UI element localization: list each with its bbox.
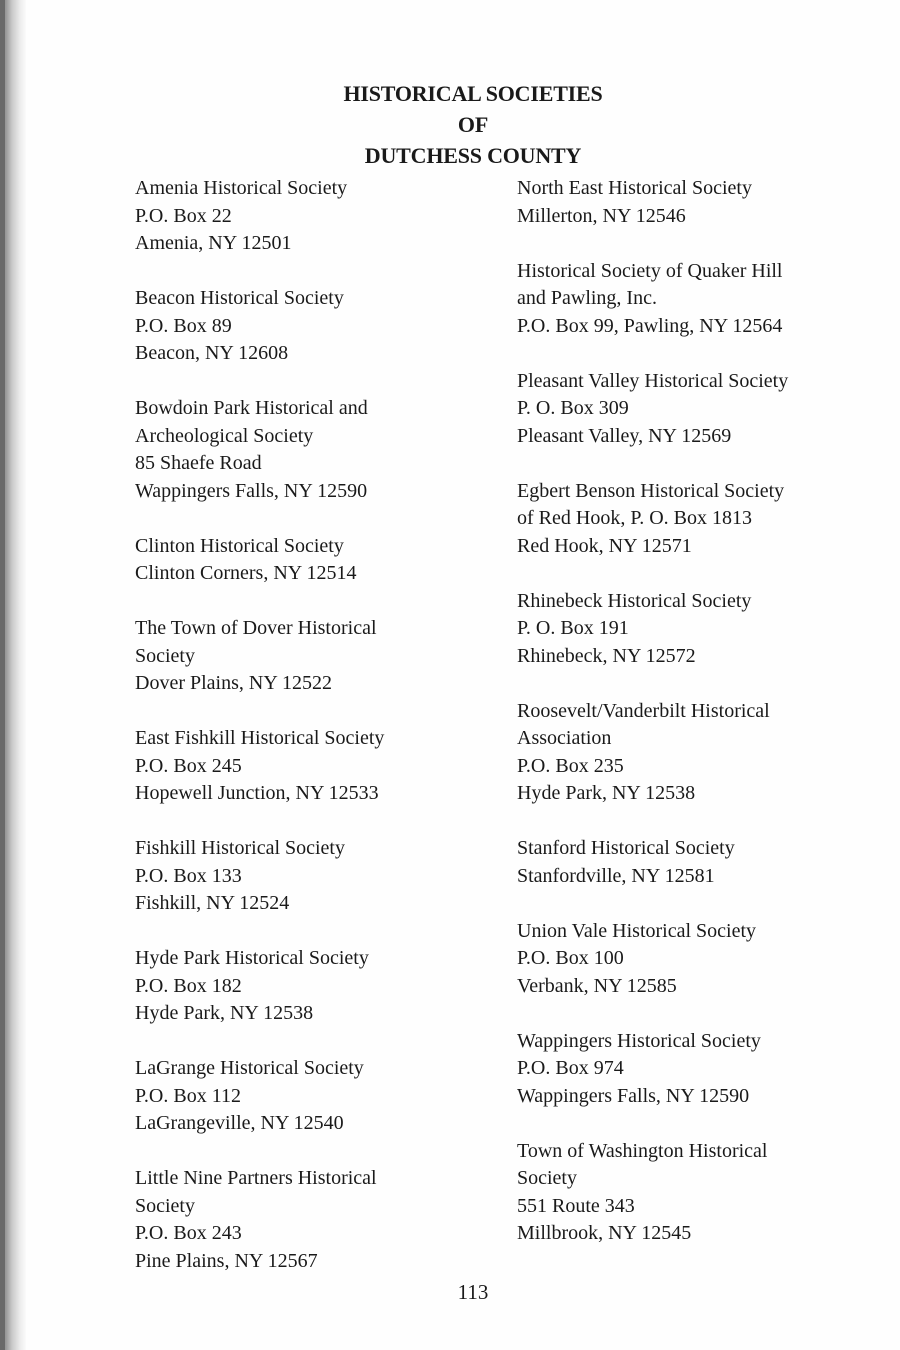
society-address-line: Society: [517, 1167, 577, 1189]
society-address-line: Beacon, NY 12608: [135, 342, 289, 364]
society-name: Amenia Historical Society: [135, 177, 348, 199]
society-name: Stanford Historical Society: [517, 837, 735, 859]
society-address-line: of Red Hook, P. O. Box 1813: [517, 507, 753, 529]
title-line: HISTORICAL SOCIETIES: [343, 81, 603, 106]
society-address-line: P.O. Box 22: [135, 204, 232, 227]
society-name: LaGrange Historical Society: [135, 1057, 364, 1079]
society-address-line: Wappingers Falls, NY 12590: [517, 1084, 750, 1107]
society-address-line: P.O. Box 112: [135, 1084, 241, 1107]
society-name: North East Historical Society: [517, 177, 752, 199]
society-address-line: LaGrangeville, NY 12540: [135, 1112, 344, 1134]
society-name: Hyde Park Historical Society: [135, 947, 369, 969]
society-entry: [135, 1165, 480, 1275]
page-title: [0, 78, 900, 171]
society-entry: [135, 835, 480, 918]
right-column: [517, 175, 862, 1275]
society-entry: [517, 588, 862, 671]
society-entry: [517, 698, 862, 808]
society-address-line: Millerton, NY 12546: [517, 204, 686, 227]
society-entry: [135, 285, 480, 368]
title-line: DUTCHESS COUNTY: [364, 143, 582, 168]
society-address-line: and Pawling, Inc.: [517, 287, 657, 309]
society-address-line: Hyde Park, NY 12538: [135, 1002, 314, 1024]
society-name: Roosevelt/Vanderbilt Historical: [517, 699, 770, 722]
society-entry: [517, 1138, 862, 1248]
society-address-line: P.O. Box 182: [135, 974, 242, 997]
society-name: Clinton Historical Society: [135, 534, 344, 557]
society-name: Beacon Historical Society: [135, 287, 344, 309]
society-address-line: Pine Plains, NY 12567: [135, 1249, 318, 1272]
society-address-line: Hopewell Junction, NY 12533: [135, 782, 379, 804]
society-address-line: P.O. Box 243: [135, 1222, 242, 1244]
society-address-line: Archeological Society: [135, 424, 314, 447]
society-address-line: P. O. Box 191: [517, 617, 629, 639]
society-entry: [517, 918, 862, 1001]
society-address-line: Hyde Park, NY 12538: [517, 782, 696, 804]
society-name: East Fishkill Historical Society: [135, 727, 385, 749]
society-entry: [135, 1055, 480, 1138]
society-name: Union Vale Historical Society: [517, 919, 757, 942]
society-name: Rhinebeck Historical Society: [517, 589, 752, 612]
society-address-line: Society: [135, 1194, 195, 1217]
society-address-line: P. O. Box 309: [517, 397, 629, 419]
left-column: [135, 175, 480, 1303]
society-name: Historical Society of Quaker Hill: [517, 259, 783, 282]
title-line: OF: [457, 112, 489, 137]
society-address-line: P.O. Box 99, Pawling, NY 12564: [517, 314, 783, 337]
society-name: The Town of Dover Historical: [135, 617, 377, 639]
page-number: 113: [457, 1280, 489, 1304]
society-name: Bowdoin Park Historical and: [135, 397, 368, 419]
society-address-line: 551 Route 343: [517, 1194, 635, 1217]
society-address-line: P.O. Box 974: [517, 1057, 624, 1079]
society-address-line: Society: [135, 644, 195, 667]
society-address-line: Wappingers Falls, NY 12590: [135, 479, 368, 502]
society-address-line: P.O. Box 245: [135, 754, 242, 777]
society-name: Egbert Benson Historical Society: [517, 479, 785, 502]
society-address-line: Association: [517, 727, 612, 749]
society-address-line: Pleasant Valley, NY 12569: [517, 424, 732, 447]
society-address-line: Dover Plains, NY 12522: [135, 672, 333, 694]
society-name: Wappingers Historical Society: [517, 1029, 761, 1052]
society-address-line: P.O. Box 100: [517, 947, 624, 969]
society-address-line: Red Hook, NY 12571: [517, 534, 692, 557]
society-name: Fishkill Historical Society: [135, 837, 345, 859]
society-entry: [135, 725, 480, 808]
society-name: Pleasant Valley Historical Society: [517, 369, 789, 392]
society-entry: [135, 395, 480, 505]
society-entry: [517, 258, 862, 341]
society-entry: [517, 835, 862, 890]
society-entry: [135, 175, 480, 258]
society-name: Town of Washington Historical: [517, 1139, 768, 1162]
society-address-line: P.O. Box 89: [135, 314, 232, 337]
society-entry: [135, 615, 480, 698]
society-address-line: Clinton Corners, NY 12514: [135, 562, 357, 584]
page-binding-edge: [0, 0, 26, 1350]
society-address-line: 85 Shaefe Road: [135, 452, 262, 474]
society-entry: [517, 1028, 862, 1111]
society-entry: [517, 175, 862, 230]
society-address-line: P.O. Box 133: [135, 864, 242, 887]
society-address-line: P.O. Box 235: [517, 754, 624, 777]
society-entry: [135, 945, 480, 1028]
society-entry: [517, 478, 862, 561]
society-name: Little Nine Partners Historical: [135, 1167, 377, 1189]
society-address-line: Verbank, NY 12585: [517, 974, 677, 997]
society-address-line: Amenia, NY 12501: [135, 232, 292, 254]
society-address-line: Rhinebeck, NY 12572: [517, 644, 696, 667]
society-entry: [517, 368, 862, 451]
society-address-line: Millbrook, NY 12545: [517, 1222, 692, 1244]
society-entry: [135, 533, 480, 588]
society-address-line: Stanfordville, NY 12581: [517, 864, 715, 887]
society-address-line: Fishkill, NY 12524: [135, 892, 290, 914]
